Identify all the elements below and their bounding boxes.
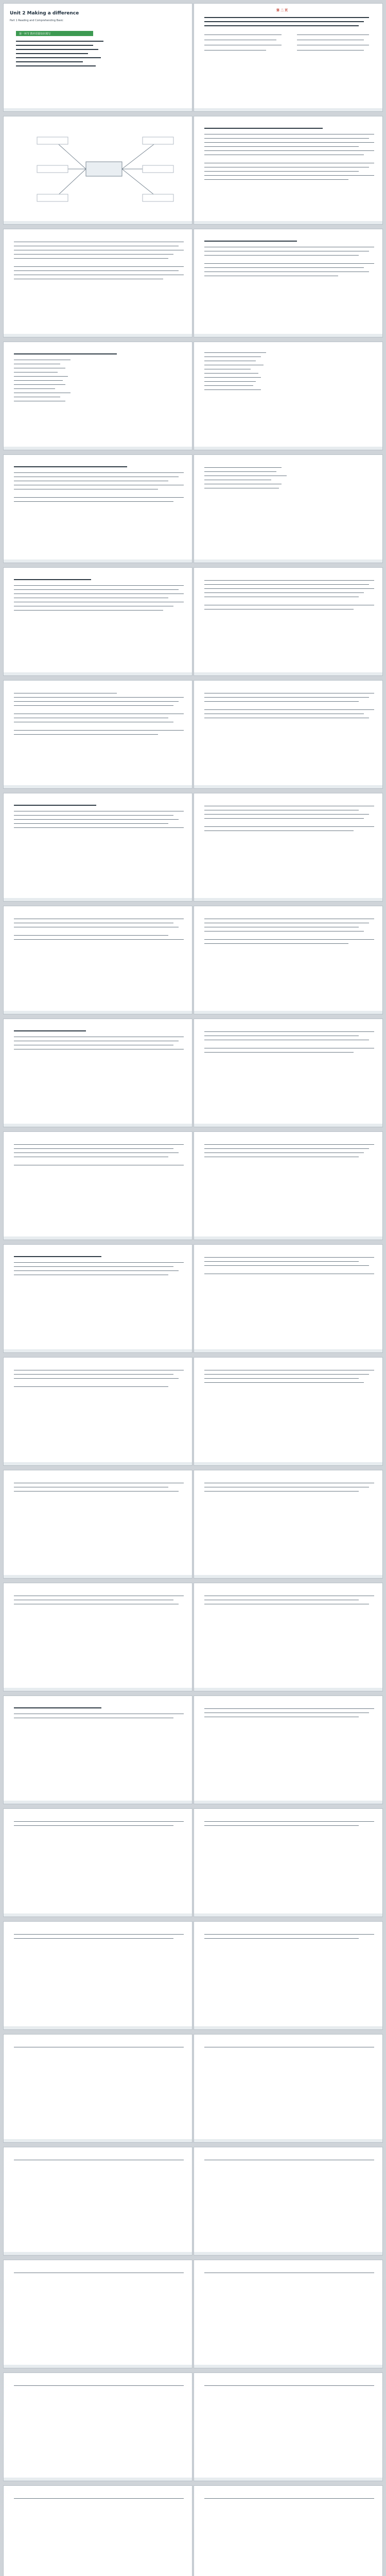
text-line — [204, 179, 348, 180]
text-line — [14, 585, 184, 586]
slide-footer — [4, 221, 192, 224]
text-line — [14, 734, 158, 735]
text-line — [16, 49, 98, 50]
text-line — [14, 805, 96, 806]
slide-footer — [194, 785, 382, 788]
text-line — [204, 138, 369, 139]
text-slide — [194, 1244, 383, 1353]
text-line — [204, 146, 359, 147]
text-slide — [3, 2034, 192, 2143]
text-slide — [194, 2372, 383, 2481]
text-line — [14, 1825, 173, 1826]
exercise-slide — [3, 342, 192, 450]
slide-footer — [194, 2026, 382, 2029]
text-slide — [194, 2485, 383, 2576]
text-slide — [194, 1583, 383, 1691]
text-line — [204, 385, 253, 386]
text-slide — [194, 1131, 383, 1240]
unit-subtitle: Part 1 Reading and Comprehending Basic — [10, 19, 63, 22]
text-line — [204, 1148, 369, 1149]
text-line — [204, 818, 364, 819]
text-slide — [3, 1131, 192, 1240]
text-line — [204, 25, 359, 26]
text-slide — [3, 1808, 192, 1917]
text-slide — [3, 1696, 192, 1804]
text-line — [14, 823, 168, 824]
text-line — [204, 150, 374, 151]
slide-footer — [194, 672, 382, 675]
text-slide — [194, 1808, 383, 1917]
text-line — [16, 65, 96, 66]
text-line — [14, 1386, 168, 1387]
slide-footer — [4, 1236, 192, 1240]
text-line — [204, 171, 359, 172]
text-line — [204, 142, 374, 143]
slide-footer — [194, 1913, 382, 1917]
text-slide — [194, 229, 383, 337]
text-line — [204, 1934, 374, 1935]
text-line — [14, 697, 184, 698]
text-slide — [194, 2260, 383, 2368]
text-line — [14, 705, 173, 706]
text-line — [204, 1374, 369, 1375]
text-slide — [194, 680, 383, 789]
text-line — [204, 588, 374, 589]
text-line — [14, 730, 184, 731]
text-line — [14, 2498, 184, 2499]
slide-footer — [194, 898, 382, 901]
slide-footer — [194, 221, 382, 224]
slide-footer — [194, 1011, 382, 1014]
slide-footer — [4, 1124, 192, 1127]
slide-footer — [4, 2026, 192, 2029]
text-line — [14, 1144, 184, 1145]
text-slide — [3, 793, 192, 902]
page-mark: 第 二 页 — [276, 9, 288, 12]
text-line — [204, 381, 256, 382]
text-line — [14, 388, 55, 389]
slide-footer — [4, 2365, 192, 2368]
text-line — [14, 1378, 179, 1379]
text-slide — [194, 1357, 383, 1466]
text-slide — [194, 1921, 383, 2030]
slide-footer — [4, 898, 192, 901]
text-line — [14, 472, 184, 473]
slide-footer — [4, 2478, 192, 2481]
text-line — [14, 1262, 184, 1263]
text-line — [204, 175, 374, 176]
text-line — [14, 353, 117, 354]
text-line — [204, 471, 276, 472]
text-line — [204, 263, 374, 264]
text-line — [204, 1825, 359, 1826]
cover-slide — [3, 3, 192, 112]
text-line — [14, 935, 168, 936]
slide-footer — [4, 447, 192, 450]
text-line — [204, 2498, 374, 2499]
text-line — [204, 584, 369, 585]
text-line — [204, 709, 374, 710]
slide-footer — [4, 1349, 192, 1352]
text-slide — [3, 1921, 192, 2030]
text-slide — [3, 1357, 192, 1466]
text-line — [16, 57, 101, 58]
text-line — [204, 592, 364, 593]
text-line — [14, 815, 173, 816]
text-line — [14, 501, 173, 502]
text-line — [204, 2385, 374, 2386]
text-line — [14, 376, 68, 377]
text-line — [204, 377, 261, 378]
text-line — [14, 1938, 173, 1939]
slide-footer — [4, 2139, 192, 2142]
text-line — [204, 241, 297, 242]
text-line — [14, 1256, 101, 1257]
text-line — [14, 701, 179, 702]
text-line — [14, 939, 184, 940]
slide-footer — [194, 2365, 382, 2368]
text-slide — [3, 2372, 192, 2481]
text-line — [14, 380, 63, 381]
text-slide — [3, 454, 192, 563]
text-slide — [194, 116, 383, 225]
slide-footer — [194, 447, 382, 450]
text-line — [204, 1382, 364, 1383]
text-line — [14, 1270, 179, 1271]
text-slide — [3, 1470, 192, 1579]
text-line — [14, 497, 184, 498]
text-line — [14, 384, 65, 385]
text-line — [204, 17, 369, 18]
slide-footer — [4, 672, 192, 675]
slide-footer — [194, 1236, 382, 1240]
text-slide — [194, 3, 383, 112]
text-line — [204, 389, 261, 390]
text-slide — [194, 2034, 383, 2143]
mind-map-diagram — [34, 126, 179, 213]
text-line — [14, 466, 127, 467]
slide-footer — [4, 785, 192, 788]
slide-footer — [4, 1462, 192, 1465]
text-line — [204, 697, 369, 698]
slide-footer — [194, 1688, 382, 1691]
text-line — [14, 589, 179, 590]
slide-footer — [4, 1011, 192, 1014]
text-slide — [194, 454, 383, 563]
text-line — [16, 53, 88, 54]
text-line — [14, 258, 168, 259]
text-line — [14, 1491, 179, 1492]
text-line — [204, 814, 369, 815]
slide-footer — [194, 2252, 382, 2255]
slide-footer — [4, 1801, 192, 1804]
text-slide — [194, 567, 383, 676]
text-slide — [194, 906, 383, 1014]
text-slide — [3, 1583, 192, 1691]
text-line — [14, 254, 173, 255]
text-line — [14, 610, 163, 611]
slide-footer — [4, 108, 192, 111]
text-line — [204, 373, 258, 374]
text-line — [204, 1261, 359, 1262]
text-line — [14, 1821, 184, 1822]
text-line — [204, 1821, 374, 1822]
text-slide — [3, 567, 192, 676]
text-line — [16, 45, 93, 46]
text-line — [14, 270, 179, 271]
text-line — [204, 128, 323, 129]
text-line — [204, 1938, 359, 1939]
slide-footer — [4, 2252, 192, 2255]
text-slide — [3, 906, 192, 1014]
slide-footer — [194, 1575, 382, 1578]
text-line — [204, 939, 374, 940]
text-line — [204, 21, 364, 22]
slide-footer — [194, 1349, 382, 1352]
text-line — [14, 2385, 184, 2386]
section-band-label: 第一环节 教材语篇知识填写 — [19, 32, 51, 36]
text-line — [204, 267, 364, 268]
slide-footer — [194, 1462, 382, 1465]
unit-title: Unit 2 Making a difference — [10, 11, 79, 16]
text-slide — [3, 2485, 192, 2576]
text-slide — [3, 680, 192, 789]
text-slide — [194, 793, 383, 902]
slide-footer — [4, 1688, 192, 1691]
text-line — [14, 1934, 184, 1935]
text-line — [14, 1707, 101, 1708]
text-line — [14, 819, 179, 820]
text-slide — [3, 2147, 192, 2256]
text-line — [204, 1144, 374, 1145]
text-slide — [3, 2260, 192, 2368]
text-line — [204, 826, 374, 827]
text-line — [204, 701, 359, 702]
text-line — [204, 1257, 374, 1258]
mindmap-slide — [3, 116, 192, 225]
text-slide — [194, 2147, 383, 2256]
slide-footer — [194, 560, 382, 563]
text-line — [204, 1052, 354, 1053]
slide-footer — [194, 2139, 382, 2142]
slide-footer — [4, 334, 192, 337]
text-slide — [3, 1244, 192, 1353]
text-line — [204, 1031, 374, 1032]
slide-footer — [4, 1575, 192, 1578]
text-line — [16, 41, 103, 42]
slide-footer — [194, 1801, 382, 1804]
text-line — [204, 1491, 359, 1492]
text-slide — [194, 1019, 383, 1127]
text-line — [14, 266, 184, 267]
slide-footer — [194, 334, 382, 337]
text-slide — [3, 229, 192, 337]
text-line — [204, 467, 282, 468]
text-slide — [194, 1696, 383, 1804]
text-line — [204, 943, 348, 944]
text-slide — [3, 1019, 192, 1127]
slide-footer — [4, 560, 192, 563]
text-line — [14, 827, 184, 828]
slide-footer — [194, 108, 382, 111]
exercise-slide — [194, 342, 383, 450]
text-line — [204, 1265, 369, 1266]
section-band — [16, 31, 93, 36]
text-line — [16, 61, 83, 62]
text-line — [204, 1378, 359, 1379]
text-line — [14, 1148, 173, 1149]
text-line — [204, 1708, 374, 1709]
text-line — [14, 1266, 173, 1267]
text-line — [204, 352, 266, 353]
text-slide — [194, 1470, 383, 1579]
text-line — [204, 580, 374, 581]
text-line — [14, 1030, 86, 1031]
text-line — [14, 579, 91, 580]
text-line — [14, 1374, 173, 1375]
slide-footer — [194, 1124, 382, 1127]
slide-footer — [194, 2478, 382, 2481]
text-line — [204, 255, 359, 256]
slide-footer — [4, 1913, 192, 1917]
